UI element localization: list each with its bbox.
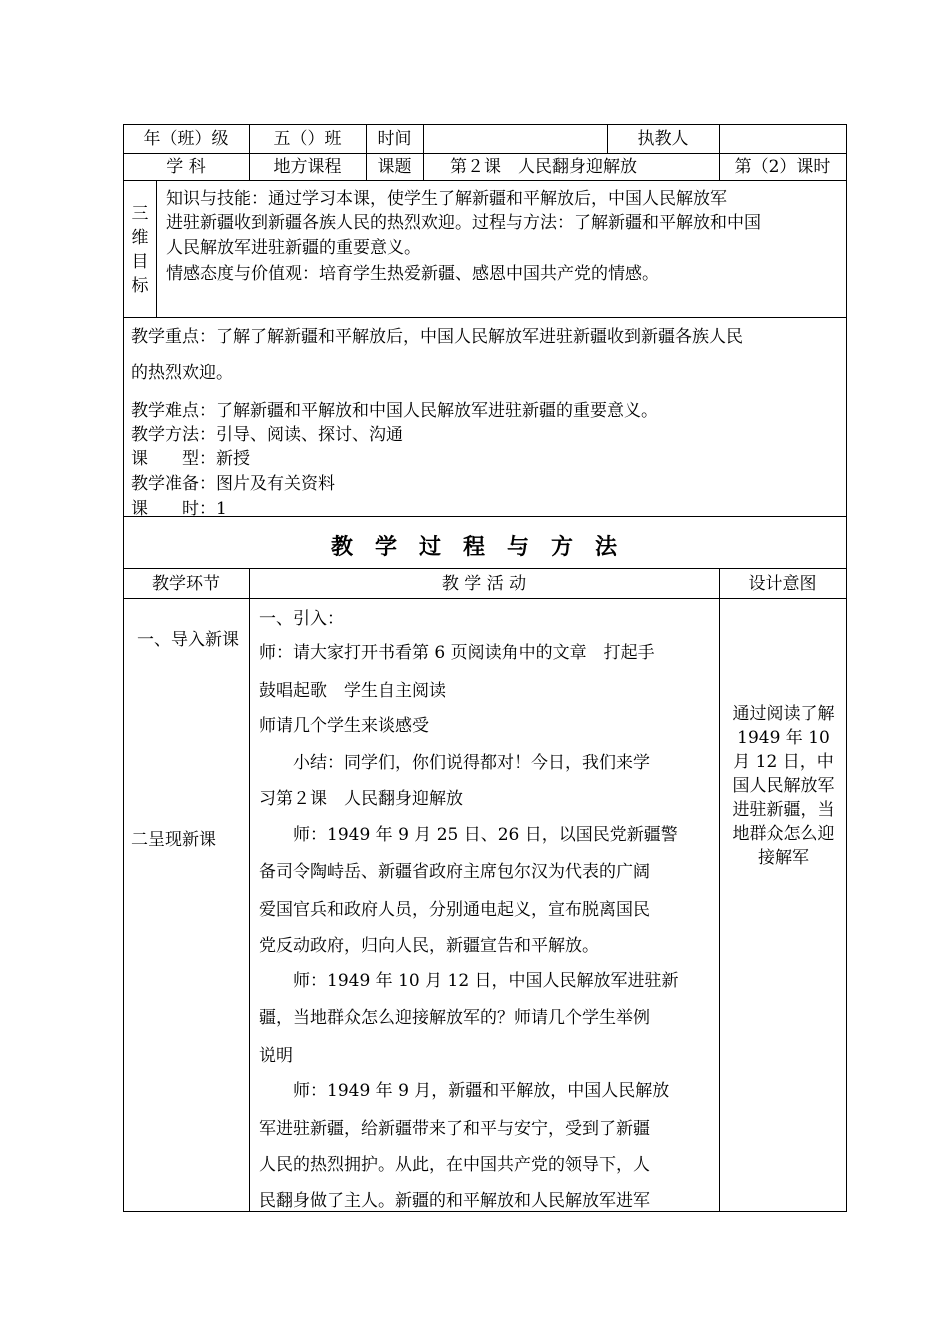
activity-line: 鼓唱起歌 学生自主阅读 [259,681,446,701]
difficulty-line: 教学难点：了解新疆和平解放和中国人民解放军进驻新疆的重要意义。 [131,401,658,421]
activity-line: 民翻身做了主人。新疆的和平解放和人民解放军进军 [259,1191,650,1211]
objectives-line: 进驻新疆收到新疆各族人民的热烈欢迎。过程与方法：了解新疆和平解放和中国 [166,213,761,233]
col-divider [249,568,250,1211]
row-divider [123,180,847,181]
topic-value: 第２课 人民翻身迎解放 [450,157,637,177]
row-divider [123,317,847,318]
objectives-line: 人民解放军进驻新疆的重要意义。 [166,238,421,258]
process-title: 教学过程与方法 [330,534,639,560]
table-border-top [123,124,847,125]
stage-intro: 一、导入新课 [137,630,239,650]
activity-line: 疆，当地群众怎么迎接解放军的？师请几个学生举例 [259,1008,650,1028]
col-divider [719,568,720,1211]
row-divider [123,516,847,517]
row-divider [123,568,847,569]
table-border-left [123,124,124,1211]
activity-line: 一、引入： [259,609,344,629]
preparation-line: 教学准备：图片及有关资料 [131,474,335,494]
activity-line: 人民的热烈拥护。从此，在中国共产党的领导下，人 [259,1155,650,1175]
objectives-line: 知识与技能：通过学习本课，使学生了解新疆和平解放后，中国人民解放军 [166,189,727,209]
method-line: 教学方法：引导、阅读、探讨、沟通 [131,425,403,445]
topic-label: 课题 [377,157,412,177]
stage-present: 二呈现新课 [131,830,216,850]
activity-line: 备司令陶峙岳、新疆省政府主席包尔汉为代表的广阔 [259,862,650,882]
activity-line: 师：1949 年 10 月 12 日，中国人民解放军进驻新 [259,971,679,991]
row-divider [123,598,847,599]
col-purpose-header: 设计意图 [748,574,817,594]
time-label: 时间 [377,129,412,149]
activity-line: 小结：同学们，你们说得都对！今日，我们来学 [259,753,650,773]
activity-line: 党反动政府，归向人民，新疆宣告和平解放。 [259,936,599,956]
subject-value: 地方课程 [273,157,342,177]
activity-line: 军进驻新疆，给新疆带来了和平与安宁，受到了新疆 [259,1119,650,1139]
activity-line: 说明 [259,1046,293,1066]
row-divider [123,153,847,154]
objectives-line: 情感态度与价值观：培育学生热爱新疆、感恩中国共产党的情感。 [166,264,659,284]
table-border-right [846,124,847,1211]
activity-line: 习第２课 人民翻身迎解放 [259,789,463,809]
activity-line: 师：1949 年 9 月，新疆和平解放，中国人民解放 [259,1081,670,1101]
col-divider [156,180,157,317]
activity-line: 爱国官兵和政府人员，分别通电起义，宣布脱离国民 [259,900,650,920]
design-purpose: 通过阅读了解 1949 年 10 月 12 日，中国人民解放军进驻新疆，当地群众怎么迎接解军 [732,704,835,868]
lesson-type-line: 课 型：新授 [131,449,250,469]
class-hours-line: 课 时：1 [131,499,227,519]
activity-line: 师：1949 年 9 月 25 日、26 日，以国民党新疆警 [259,825,678,845]
key-point-line: 教学重点：了解了解新疆和平解放后，中国人民解放军进驻新疆收到新疆各族人民 [131,327,743,347]
key-point-line: 的热烈欢迎。 [131,363,233,383]
col-divider [423,124,424,180]
subject-label: 学 科 [166,157,206,177]
table-border-bottom [123,1211,847,1212]
period-value: 第（2）课时 [734,157,831,177]
col-stage-header: 教学环节 [152,574,220,594]
grade-label: 年（班）级 [143,129,229,149]
teacher-label: 执教人 [637,129,689,149]
activity-line: 师：请大家打开书看第 6 页阅读角中的文章 打起手 [259,643,655,663]
activity-line: 师请几个学生来谈感受 [259,716,429,736]
col-activity-header: 教 学 活 动 [441,574,527,594]
objectives-label: 三维目标 [131,204,149,296]
grade-value: 五（）班 [273,129,342,149]
